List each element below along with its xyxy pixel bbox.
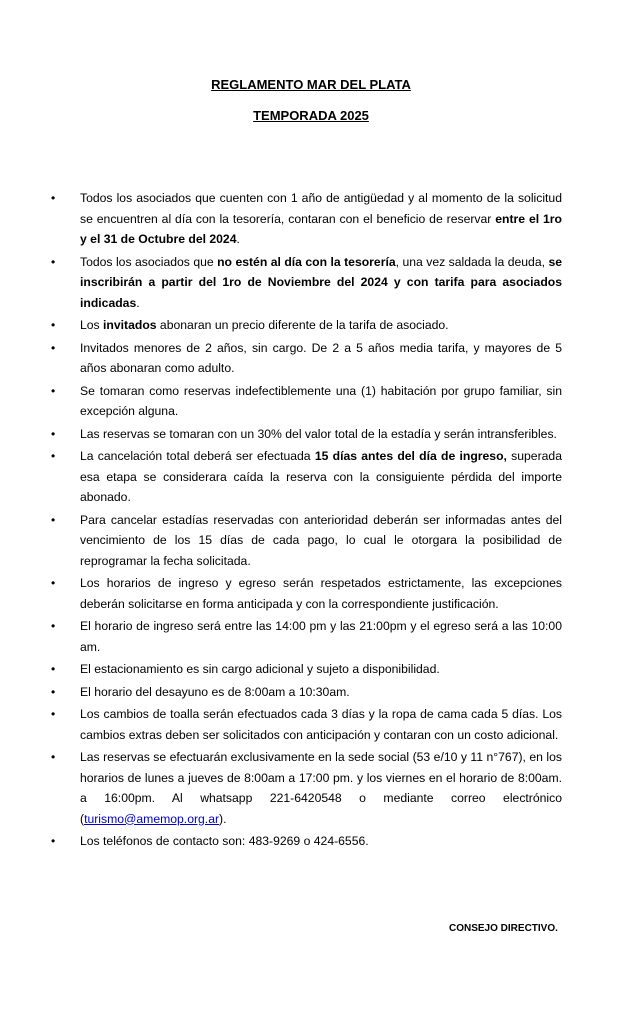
signature: CONSEJO DIRECTIVO.	[449, 923, 558, 934]
rule-item	[0, 510, 622, 572]
rule-text	[80, 659, 562, 680]
rule-text-segment: Las reservas se efectuarán exclusivamente en la sede social (53 e/10 y 11 n°767), en los horarios de lunes a jueves de 8:00am a 17:00 pm. y los viernes en el horario de 8:00am. a 16:00pm. Al whatsapp 221-6420548 o mediante correo electrónico (	[80, 750, 562, 826]
rule-text	[80, 252, 562, 314]
rule-item	[0, 682, 622, 703]
rule-item	[0, 315, 622, 336]
bullet-icon: •	[51, 707, 56, 721]
rule-text-segment: , una vez saldada la deuda,	[395, 254, 549, 269]
rule-text-segment: Los	[80, 318, 104, 332]
rule-item	[0, 704, 622, 745]
rule-text-bold: no estén al día con la tesorería	[217, 254, 396, 269]
bullet-icon: •	[51, 191, 56, 205]
bullet-icon: •	[51, 426, 56, 441]
rule-item	[0, 747, 622, 829]
rule-text	[80, 315, 562, 336]
rule-text-segment: Los horarios de ingreso y egreso serán respetados estrictamente, las excepciones deberán solicitarse en forma anticipada y con la correspondiente justificación.	[80, 576, 562, 611]
rule-text	[80, 446, 562, 508]
rule-text-bold: 15 días antes del día de ingreso,	[314, 449, 507, 463]
bullet-icon: •	[51, 318, 56, 332]
rule-text	[80, 682, 562, 703]
rule-text	[80, 831, 562, 852]
document-subtitle: TEMPORADA 2025	[253, 108, 369, 123]
bullet-icon: •	[51, 662, 56, 676]
rule-text-bold: entre el 1ro y el 31 de Octubre del 2024	[80, 211, 562, 246]
rule-item	[0, 381, 622, 422]
bullet-icon: •	[51, 619, 56, 633]
rule-text	[80, 747, 562, 829]
rule-text-segment: superada esa etapa se considerara caída la reserva con la consiguiente pérdida del importe abonado.	[80, 449, 562, 504]
rules-list	[0, 188, 622, 854]
rule-item	[0, 831, 622, 852]
document-title: REGLAMENTO MAR DEL PLATA	[211, 77, 411, 92]
rule-text-segment: .	[236, 232, 240, 246]
rule-text	[80, 338, 562, 379]
rule-text-bold: invitados	[103, 318, 157, 332]
rule-text-segment: Los cambios de toalla serán efectuados cada 3 días y la ropa de cama cada 5 días. Los cambios extras deben ser solicitados con anticipación y contaran con un costo adicional.	[80, 707, 562, 742]
rule-item	[0, 446, 622, 508]
rule-item	[0, 659, 622, 680]
rule-text-segment: Las reservas se tomaran con un 30% del valor total de la estadía y serán intransferibles.	[80, 426, 557, 441]
rule-text-segment: ).	[219, 811, 227, 826]
bullet-icon: •	[51, 576, 56, 590]
bullet-icon: •	[51, 750, 56, 764]
rule-text	[80, 188, 562, 250]
rule-item	[0, 338, 622, 379]
rule-text-segment: El horario del desayuno es de 8:00am a 10:30am.	[80, 684, 350, 699]
rule-text-segment: El horario de ingreso será entre las 14:00 pm y las 21:00pm y el egreso será a las 10:00 am.	[80, 619, 562, 654]
rule-text-bold: se inscribirán a partir del 1ro de Noviembre del 2024 y con tarifa para asociados indicadas	[80, 254, 562, 310]
rule-item	[0, 616, 622, 657]
rule-text-segment: El estacionamiento es sin cargo adicional y sujeto a disponibilidad.	[80, 662, 440, 676]
bullet-icon: •	[51, 834, 56, 848]
bullet-icon: •	[51, 684, 56, 699]
rule-text-segment: abonaran un precio diferente de la tarifa de asociado.	[156, 318, 449, 332]
rule-text	[80, 424, 562, 445]
rule-item	[0, 252, 622, 314]
rule-item	[0, 188, 622, 250]
bullet-icon: •	[51, 254, 56, 269]
rule-text	[80, 381, 562, 422]
rule-text-segment: La cancelación total deberá ser efectuada	[80, 449, 315, 463]
rule-item	[0, 573, 622, 614]
bullet-icon: •	[51, 383, 56, 398]
rule-text-segment: .	[136, 295, 140, 310]
rule-text-segment: Todos los asociados que	[80, 254, 218, 269]
bullet-icon: •	[51, 340, 56, 355]
rule-text	[80, 704, 562, 745]
rule-text	[80, 616, 562, 657]
rule-text-segment: Invitados menores de 2 años, sin cargo. De 2 a 5 años media tarifa, y mayores de 5 años abonaran como adulto.	[80, 340, 562, 375]
bullet-icon: •	[51, 449, 56, 463]
rule-text-segment: Todos los asociados que cuenten con 1 año de antigüedad y al momento de la solicitud se encuentren al día con la tesorería, contaran con el beneficio de reservar	[80, 191, 562, 226]
rule-text	[80, 573, 562, 614]
email-link[interactable]: turismo@amemop.org.ar	[84, 811, 220, 826]
rule-item	[0, 424, 622, 445]
rule-text-segment: Los teléfonos de contacto son: 483-9269 o 424-6556.	[80, 834, 369, 848]
bullet-icon: •	[51, 512, 56, 527]
rule-text-segment: Para cancelar estadías reservadas con anterioridad deberán ser informadas antes del vencimiento de los 15 días de cada pago, lo cual le otorgara la posibilidad de reprogramar la fecha solicitada.	[80, 512, 562, 568]
rule-text	[80, 510, 562, 572]
rule-text-segment: Se tomaran como reservas indefectiblemente una (1) habitación por grupo familiar, sin excepción alguna.	[80, 383, 562, 418]
